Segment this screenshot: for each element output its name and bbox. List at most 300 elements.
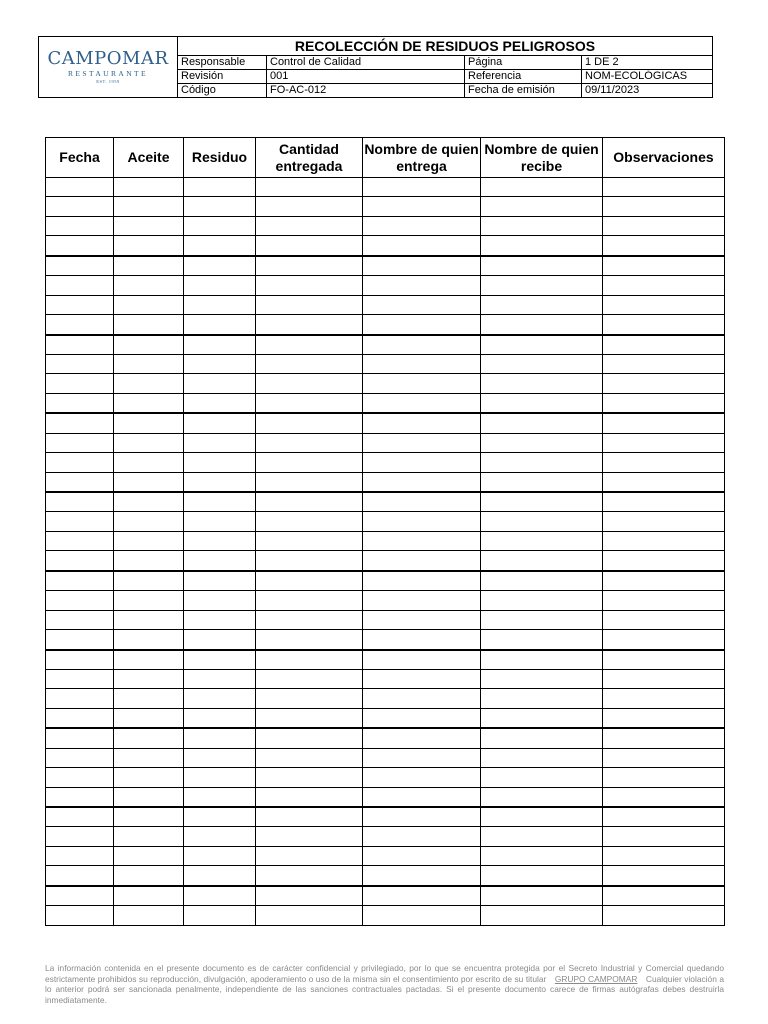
table-cell[interactable] — [256, 276, 363, 295]
table-cell[interactable] — [256, 531, 363, 550]
table-cell[interactable] — [114, 906, 184, 925]
table-cell[interactable] — [46, 276, 114, 295]
table-cell[interactable] — [46, 610, 114, 629]
table-cell[interactable] — [481, 492, 603, 512]
table-cell[interactable] — [256, 886, 363, 906]
table-cell[interactable] — [256, 236, 363, 256]
table-cell[interactable] — [603, 531, 725, 550]
table-cell[interactable] — [114, 768, 184, 787]
table-cell[interactable] — [363, 178, 481, 197]
table-cell[interactable] — [256, 689, 363, 708]
table-cell[interactable] — [603, 591, 725, 610]
table-cell[interactable] — [114, 315, 184, 335]
table-cell[interactable] — [363, 197, 481, 216]
table-cell[interactable] — [363, 492, 481, 512]
table-cell[interactable] — [46, 650, 114, 670]
table-cell[interactable] — [363, 236, 481, 256]
table-cell[interactable] — [114, 354, 184, 373]
table-cell[interactable] — [481, 197, 603, 216]
table-cell[interactable] — [184, 472, 256, 492]
table-cell[interactable] — [184, 846, 256, 865]
table-cell[interactable] — [603, 354, 725, 373]
table-cell[interactable] — [603, 886, 725, 906]
table-cell[interactable] — [114, 413, 184, 433]
table-cell[interactable] — [256, 768, 363, 787]
table-cell[interactable] — [363, 591, 481, 610]
table-cell[interactable] — [184, 591, 256, 610]
table-cell[interactable] — [46, 335, 114, 355]
table-row — [46, 256, 725, 276]
column-header-cantidad: Cantidad entregada — [256, 138, 363, 178]
table-cell[interactable] — [256, 669, 363, 688]
table-cell[interactable] — [46, 807, 114, 827]
table-cell[interactable] — [184, 906, 256, 925]
table-cell[interactable] — [603, 708, 725, 728]
table-cell[interactable] — [481, 689, 603, 708]
table-cell[interactable] — [114, 807, 184, 827]
table-cell[interactable] — [481, 531, 603, 550]
table-cell[interactable] — [363, 728, 481, 748]
table-cell[interactable] — [46, 866, 114, 886]
table-cell[interactable] — [603, 492, 725, 512]
table-cell[interactable] — [256, 728, 363, 748]
table-cell[interactable] — [46, 728, 114, 748]
table-cell[interactable] — [114, 374, 184, 393]
meta-label: Código — [178, 84, 267, 97]
table-cell[interactable] — [363, 669, 481, 688]
table-cell[interactable] — [46, 492, 114, 512]
table-cell[interactable] — [603, 787, 725, 807]
table-cell[interactable] — [114, 650, 184, 670]
table-cell[interactable] — [363, 531, 481, 550]
table-cell[interactable] — [603, 866, 725, 886]
table-cell[interactable] — [184, 216, 256, 235]
table-cell[interactable] — [256, 216, 363, 235]
table-cell[interactable] — [603, 846, 725, 865]
table-cell[interactable] — [46, 591, 114, 610]
table-cell[interactable] — [603, 433, 725, 452]
table-cell[interactable] — [603, 571, 725, 591]
table-cell[interactable] — [184, 413, 256, 433]
table-cell[interactable] — [256, 256, 363, 276]
table-cell[interactable] — [114, 295, 184, 314]
table-row — [46, 276, 725, 295]
table-cell[interactable] — [603, 512, 725, 531]
table-cell[interactable] — [363, 886, 481, 906]
notice-text: La información contenida en el presente documento es de carácter confidencial y privilegiado, por lo que se encuentra protegida por el Secreto Industrial y Comercial quedando estrictamente prohibidos su reproducción, divulgación, apoderamiento o uso de la misma sin el consentimiento por escrito de su titular — [45, 963, 724, 984]
table-cell[interactable] — [603, 748, 725, 767]
table-cell[interactable] — [603, 728, 725, 748]
table-cell[interactable] — [256, 630, 363, 650]
table-cell[interactable] — [481, 630, 603, 650]
table-cell[interactable] — [363, 807, 481, 827]
table-cell[interactable] — [363, 472, 481, 492]
table-cell[interactable] — [46, 768, 114, 787]
table-cell[interactable] — [114, 551, 184, 571]
table-cell[interactable] — [46, 295, 114, 314]
table-cell[interactable] — [184, 669, 256, 688]
table-cell[interactable] — [114, 453, 184, 472]
meta-value: FO-AC-012 — [267, 84, 465, 97]
table-cell[interactable] — [363, 413, 481, 433]
table-row — [46, 354, 725, 373]
table-cell[interactable] — [481, 472, 603, 492]
table-cell[interactable] — [46, 708, 114, 728]
table-cell[interactable] — [256, 472, 363, 492]
table-cell[interactable] — [481, 866, 603, 886]
table-cell[interactable] — [603, 178, 725, 197]
table-row — [46, 531, 725, 550]
table-cell[interactable] — [481, 551, 603, 571]
table-cell[interactable] — [114, 433, 184, 452]
table-row — [46, 886, 725, 906]
table-cell[interactable] — [363, 610, 481, 629]
table-cell[interactable] — [114, 216, 184, 235]
table-cell[interactable] — [603, 669, 725, 688]
table-cell[interactable] — [603, 216, 725, 235]
table-cell[interactable] — [481, 276, 603, 295]
table-cell[interactable] — [114, 591, 184, 610]
table-cell[interactable] — [184, 276, 256, 295]
table-cell[interactable] — [363, 256, 481, 276]
table-cell[interactable] — [363, 571, 481, 591]
table-cell[interactable] — [46, 886, 114, 906]
table-cell[interactable] — [363, 512, 481, 531]
table-cell[interactable] — [114, 866, 184, 886]
table-row — [46, 807, 725, 827]
table-row — [46, 610, 725, 629]
meta-value: 1 DE 2 — [585, 56, 619, 68]
table-cell[interactable] — [114, 827, 184, 846]
table-cell[interactable] — [114, 236, 184, 256]
table-cell[interactable] — [481, 610, 603, 629]
table-cell[interactable] — [46, 512, 114, 531]
table-cell[interactable] — [363, 374, 481, 393]
table-cell[interactable] — [481, 236, 603, 256]
table-cell[interactable] — [184, 551, 256, 571]
table-cell[interactable] — [363, 393, 481, 413]
meta-value: NOM-ECOLÓGICAS — [585, 70, 688, 82]
table-cell[interactable] — [46, 689, 114, 708]
table-cell[interactable] — [363, 768, 481, 787]
table-cell[interactable] — [363, 551, 481, 571]
table-cell[interactable] — [184, 886, 256, 906]
table-cell[interactable] — [256, 827, 363, 846]
table-cell[interactable] — [363, 335, 481, 355]
table-cell[interactable] — [184, 512, 256, 531]
table-cell[interactable] — [256, 295, 363, 314]
table-cell[interactable] — [256, 787, 363, 807]
table-row — [46, 827, 725, 846]
table-cell[interactable] — [603, 197, 725, 216]
table-cell[interactable] — [256, 610, 363, 629]
table-cell[interactable] — [46, 827, 114, 846]
table-cell[interactable] — [603, 472, 725, 492]
table-cell[interactable] — [481, 413, 603, 433]
table-cell[interactable] — [46, 197, 114, 216]
table-cell[interactable] — [603, 630, 725, 650]
table-cell[interactable] — [363, 630, 481, 650]
table-cell[interactable] — [184, 768, 256, 787]
table-row — [46, 650, 725, 670]
table-cell[interactable] — [481, 591, 603, 610]
table-cell[interactable] — [481, 433, 603, 452]
table-row — [46, 178, 725, 197]
table-cell[interactable] — [114, 669, 184, 688]
table-cell[interactable] — [256, 866, 363, 886]
table-cell[interactable] — [481, 453, 603, 472]
table-cell[interactable] — [603, 256, 725, 276]
table-cell[interactable] — [256, 374, 363, 393]
table-cell[interactable] — [114, 335, 184, 355]
table-cell[interactable] — [184, 708, 256, 728]
table-cell[interactable] — [46, 236, 114, 256]
table-cell[interactable] — [363, 216, 481, 235]
table-cell[interactable] — [46, 433, 114, 452]
table-row — [46, 453, 725, 472]
table-cell[interactable] — [114, 492, 184, 512]
table-cell[interactable] — [46, 551, 114, 571]
table-cell[interactable] — [603, 551, 725, 571]
table-row — [46, 768, 725, 787]
table-cell[interactable] — [184, 295, 256, 314]
table-cell[interactable] — [184, 610, 256, 629]
table-cell[interactable] — [184, 748, 256, 767]
table-cell[interactable] — [46, 472, 114, 492]
table-cell[interactable] — [481, 787, 603, 807]
table-cell[interactable] — [481, 393, 603, 413]
table-cell[interactable] — [46, 393, 114, 413]
column-header-entrega: Nombre de quien entrega — [363, 138, 481, 178]
table-cell[interactable] — [603, 807, 725, 827]
table-cell[interactable] — [603, 276, 725, 295]
table-cell[interactable] — [481, 295, 603, 314]
table-cell[interactable] — [603, 610, 725, 629]
table-cell[interactable] — [256, 413, 363, 433]
company-logo — [39, 37, 178, 97]
table-cell[interactable] — [481, 374, 603, 393]
table-cell[interactable] — [114, 728, 184, 748]
table-cell[interactable] — [184, 256, 256, 276]
table-cell[interactable] — [603, 315, 725, 335]
table-cell[interactable] — [603, 335, 725, 355]
table-cell[interactable] — [184, 354, 256, 373]
table-cell[interactable] — [363, 866, 481, 886]
table-cell[interactable] — [363, 689, 481, 708]
logo-subtitle: RESTAURANTE — [68, 68, 148, 78]
table-cell[interactable] — [256, 512, 363, 531]
table-cell[interactable] — [114, 531, 184, 550]
table-cell[interactable] — [363, 708, 481, 728]
table-cell[interactable] — [46, 531, 114, 550]
table-cell[interactable] — [46, 315, 114, 335]
table-cell[interactable] — [256, 551, 363, 571]
table-cell[interactable] — [46, 846, 114, 865]
table-cell[interactable] — [46, 669, 114, 688]
table-cell[interactable] — [184, 827, 256, 846]
table-cell[interactable] — [603, 650, 725, 670]
table-row — [46, 708, 725, 728]
table-cell[interactable] — [114, 708, 184, 728]
meta-value: 09/11/2023 — [585, 84, 640, 96]
table-cell[interactable] — [481, 335, 603, 355]
meta-value: Control de Calidad — [267, 56, 465, 69]
table-cell[interactable] — [114, 472, 184, 492]
table-cell[interactable] — [184, 728, 256, 748]
table-cell[interactable] — [603, 295, 725, 314]
table-cell[interactable] — [481, 571, 603, 591]
table-cell[interactable] — [184, 197, 256, 216]
table-cell[interactable] — [114, 393, 184, 413]
table-cell[interactable] — [256, 197, 363, 216]
table-cell[interactable] — [363, 650, 481, 670]
table-cell[interactable] — [481, 807, 603, 827]
table-cell[interactable] — [363, 315, 481, 335]
table-cell[interactable] — [603, 393, 725, 413]
table-cell[interactable] — [184, 571, 256, 591]
table-cell[interactable] — [184, 453, 256, 472]
table-cell[interactable] — [184, 689, 256, 708]
table-cell[interactable] — [481, 748, 603, 767]
table-cell[interactable] — [114, 610, 184, 629]
table-cell[interactable] — [114, 787, 184, 807]
table-row — [46, 315, 725, 335]
table-cell[interactable] — [46, 413, 114, 433]
table-cell[interactable] — [184, 866, 256, 886]
table-cell[interactable] — [46, 630, 114, 650]
table-cell[interactable] — [114, 846, 184, 865]
table-cell[interactable] — [481, 728, 603, 748]
table-cell[interactable] — [46, 354, 114, 373]
table-cell[interactable] — [363, 433, 481, 452]
table-body — [46, 178, 725, 926]
table-cell[interactable] — [481, 669, 603, 688]
table-cell[interactable] — [46, 748, 114, 767]
table-cell[interactable] — [256, 433, 363, 452]
table-cell[interactable] — [184, 335, 256, 355]
table-cell[interactable] — [363, 906, 481, 925]
table-cell[interactable] — [481, 650, 603, 670]
table-cell[interactable] — [46, 374, 114, 393]
table-cell[interactable] — [184, 433, 256, 452]
table-cell[interactable] — [184, 236, 256, 256]
table-cell[interactable] — [114, 689, 184, 708]
table-cell[interactable] — [184, 650, 256, 670]
table-cell[interactable] — [481, 354, 603, 373]
table-cell[interactable] — [114, 256, 184, 276]
table-row — [46, 591, 725, 610]
table-cell[interactable] — [363, 787, 481, 807]
table-cell[interactable] — [256, 650, 363, 670]
table-cell[interactable] — [114, 630, 184, 650]
table-cell[interactable] — [184, 374, 256, 393]
table-cell[interactable] — [256, 846, 363, 865]
table-cell[interactable] — [256, 492, 363, 512]
table-cell[interactable] — [114, 178, 184, 197]
table-cell[interactable] — [256, 393, 363, 413]
table-cell[interactable] — [114, 197, 184, 216]
table-cell[interactable] — [46, 178, 114, 197]
table-cell[interactable] — [363, 295, 481, 314]
table-cell[interactable] — [256, 453, 363, 472]
table-cell[interactable] — [481, 256, 603, 276]
table-cell[interactable] — [481, 827, 603, 846]
notice-text-continued: Cualquier violación a lo anterior podrá ser sancionada penalmente, independiente de las sanciones contractuales pactadas. Si el presente documento carece de firmas autógrafas debes destruirla inmediatamente. — [45, 973, 725, 1005]
logo-wordmark: CAMPOMAR — [47, 47, 169, 69]
table-cell[interactable] — [603, 236, 725, 256]
table-cell[interactable] — [363, 846, 481, 865]
document-header — [38, 36, 713, 98]
table-cell[interactable] — [114, 512, 184, 531]
table-cell[interactable] — [46, 256, 114, 276]
table-cell[interactable] — [256, 807, 363, 827]
table-cell[interactable] — [603, 768, 725, 787]
table-cell[interactable] — [481, 512, 603, 531]
table-cell[interactable] — [184, 492, 256, 512]
table-cell[interactable] — [256, 708, 363, 728]
table-cell[interactable] — [256, 748, 363, 767]
table-cell[interactable] — [256, 906, 363, 925]
table-cell[interactable] — [481, 768, 603, 787]
table-cell[interactable] — [603, 453, 725, 472]
table-cell[interactable] — [184, 315, 256, 335]
table-cell[interactable] — [603, 374, 725, 393]
table-cell[interactable] — [184, 787, 256, 807]
table-cell[interactable] — [363, 748, 481, 767]
table-cell[interactable] — [256, 335, 363, 355]
meta-value: 001 — [267, 70, 465, 83]
waste-collection-table — [45, 137, 725, 926]
table-cell[interactable] — [256, 178, 363, 197]
table-cell[interactable] — [46, 453, 114, 472]
table-cell[interactable] — [114, 571, 184, 591]
table-cell[interactable] — [481, 708, 603, 728]
table-cell[interactable] — [603, 827, 725, 846]
table-cell[interactable] — [363, 453, 481, 472]
table-cell[interactable] — [603, 906, 725, 925]
table-cell[interactable] — [363, 276, 481, 295]
table-cell[interactable] — [603, 413, 725, 433]
table-row — [46, 492, 725, 512]
table-cell[interactable] — [184, 178, 256, 197]
table-cell[interactable] — [114, 276, 184, 295]
table-cell[interactable] — [114, 748, 184, 767]
table-cell[interactable] — [481, 886, 603, 906]
table-cell[interactable] — [481, 178, 603, 197]
table-cell[interactable] — [184, 531, 256, 550]
table-cell[interactable] — [46, 571, 114, 591]
table-cell[interactable] — [184, 393, 256, 413]
table-cell[interactable] — [256, 315, 363, 335]
table-cell[interactable] — [184, 630, 256, 650]
table-cell[interactable] — [363, 354, 481, 373]
table-cell[interactable] — [184, 807, 256, 827]
table-cell[interactable] — [481, 846, 603, 865]
table-cell[interactable] — [46, 906, 114, 925]
table-cell[interactable] — [481, 216, 603, 235]
table-cell[interactable] — [481, 315, 603, 335]
table-cell[interactable] — [256, 591, 363, 610]
table-cell[interactable] — [46, 216, 114, 235]
table-row — [46, 295, 725, 314]
table-cell[interactable] — [46, 787, 114, 807]
table-cell[interactable] — [256, 571, 363, 591]
table-cell[interactable] — [603, 689, 725, 708]
table-cell[interactable] — [363, 827, 481, 846]
table-cell[interactable] — [256, 354, 363, 373]
table-cell[interactable] — [114, 886, 184, 906]
table-cell[interactable] — [481, 906, 603, 925]
